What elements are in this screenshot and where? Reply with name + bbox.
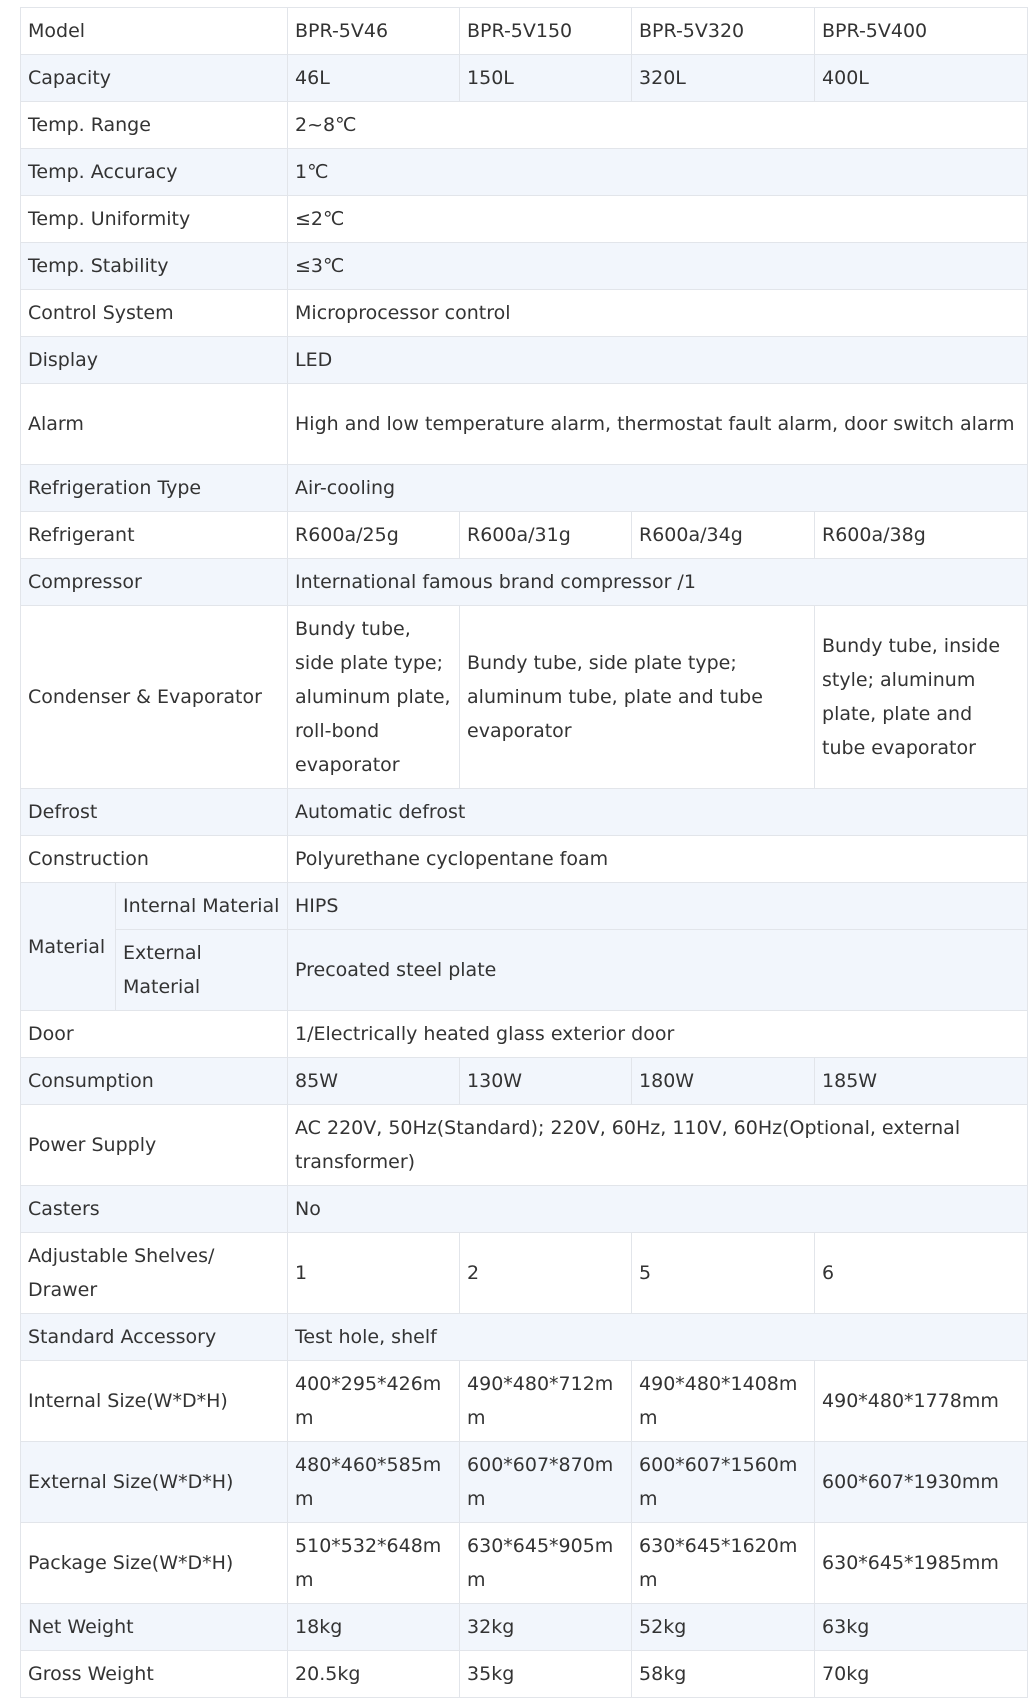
cell-value: ≤3℃ <box>288 243 1028 290</box>
row-label: Material <box>21 883 116 1011</box>
row-label: Refrigeration Type <box>21 465 288 512</box>
row-label: Condenser & Evaporator <box>21 606 288 789</box>
cell-value: 630*645*1985mm <box>815 1523 1028 1604</box>
table-row-model <box>21 8 1028 55</box>
cell-value: 18kg <box>288 1604 460 1651</box>
table-row-compressor <box>21 559 1028 606</box>
table-row-consumption <box>21 1058 1028 1105</box>
table-row-internal-size <box>21 1361 1028 1442</box>
row-label: Internal Size(W*D*H) <box>21 1361 288 1442</box>
table-row-material-external <box>21 930 1028 1011</box>
table-row-defrost <box>21 789 1028 836</box>
row-label: Package Size(W*D*H) <box>21 1523 288 1604</box>
cell-value: High and low temperature alarm, thermostat fault alarm, door switch alarm <box>288 384 1028 465</box>
row-label: Temp. Accuracy <box>21 149 288 196</box>
row-label: Construction <box>21 836 288 883</box>
table-row-temp-range <box>21 102 1028 149</box>
cell-value: AC 220V, 50Hz(Standard); 220V, 60Hz, 110V, 60Hz(Optional, external transformer) <box>288 1105 1028 1186</box>
cell-value: Bundy tube, inside style; aluminum plate, plate and tube evaporator <box>815 606 1028 789</box>
cell-value: 630*645*905mm <box>460 1523 632 1604</box>
row-label: Net Weight <box>21 1604 288 1651</box>
cell-value: Microprocessor control <box>288 290 1028 337</box>
cell-value: Bundy tube, side plate type; aluminum tube, plate and tube evaporator <box>460 606 815 789</box>
cell-value: 52kg <box>632 1604 815 1651</box>
row-label: Adjustable Shelves/ Drawer <box>21 1233 288 1314</box>
cell-value: 1/Electrically heated glass exterior door <box>288 1011 1028 1058</box>
row-label: Standard Accessory <box>21 1314 288 1361</box>
table-row-standard-accessory <box>21 1314 1028 1361</box>
table-row-power-supply <box>21 1105 1028 1186</box>
table-row-door <box>21 1011 1028 1058</box>
row-label: Control System <box>21 290 288 337</box>
cell-value: Precoated steel plate <box>288 930 1028 1011</box>
table-row-shelves <box>21 1233 1028 1314</box>
cell-value: R600a/25g <box>288 512 460 559</box>
table-row-display <box>21 337 1028 384</box>
cell-value: Test hole, shelf <box>288 1314 1028 1361</box>
row-label: Casters <box>21 1186 288 1233</box>
table-row-alarm <box>21 384 1028 465</box>
table-row-gross-weight <box>21 1651 1028 1698</box>
table-row-control-system <box>21 290 1028 337</box>
table-row-external-size <box>21 1442 1028 1523</box>
cell-value: 6 <box>815 1233 1028 1314</box>
table-row-temp-stability <box>21 243 1028 290</box>
header-cell-model-4: BPR-5V400 <box>815 8 1028 55</box>
cell-value: 5 <box>632 1233 815 1314</box>
row-label: Defrost <box>21 789 288 836</box>
cell-value: 600*607*870mm <box>460 1442 632 1523</box>
cell-value: 150L <box>460 55 632 102</box>
cell-value: Automatic defrost <box>288 789 1028 836</box>
header-cell-model-2: BPR-5V150 <box>460 8 632 55</box>
cell-value: 180W <box>632 1058 815 1105</box>
cell-value: 20.5kg <box>288 1651 460 1698</box>
cell-value: International famous brand compressor /1 <box>288 559 1028 606</box>
cell-value: 600*607*1560mm <box>632 1442 815 1523</box>
cell-value: 58kg <box>632 1651 815 1698</box>
row-label: Power Supply <box>21 1105 288 1186</box>
cell-value: 130W <box>460 1058 632 1105</box>
header-cell-model: Model <box>21 8 288 55</box>
cell-value: 400*295*426mm <box>288 1361 460 1442</box>
cell-value: Polyurethane cyclopentane foam <box>288 836 1028 883</box>
cell-value: 85W <box>288 1058 460 1105</box>
table-row-package-size <box>21 1523 1028 1604</box>
spec-table <box>20 7 1028 1698</box>
table-row-construction <box>21 836 1028 883</box>
cell-value: 480*460*585mm <box>288 1442 460 1523</box>
cell-value: R600a/34g <box>632 512 815 559</box>
cell-value: 320L <box>632 55 815 102</box>
cell-value: 1℃ <box>288 149 1028 196</box>
row-label: Gross Weight <box>21 1651 288 1698</box>
cell-value: 35kg <box>460 1651 632 1698</box>
cell-value: 63kg <box>815 1604 1028 1651</box>
cell-value: 70kg <box>815 1651 1028 1698</box>
row-label: Door <box>21 1011 288 1058</box>
row-label: Consumption <box>21 1058 288 1105</box>
cell-value: 490*480*1408mm <box>632 1361 815 1442</box>
cell-value: 400L <box>815 55 1028 102</box>
cell-value: 510*532*648mm <box>288 1523 460 1604</box>
cell-value: R600a/31g <box>460 512 632 559</box>
row-label: Refrigerant <box>21 512 288 559</box>
table-row-material-internal <box>21 883 1028 930</box>
table-row-casters <box>21 1186 1028 1233</box>
cell-value: Bundy tube, side plate type; aluminum plate, roll-bond evaporator <box>288 606 460 789</box>
table-row-refrigeration-type <box>21 465 1028 512</box>
cell-value: ≤2℃ <box>288 196 1028 243</box>
row-label: Display <box>21 337 288 384</box>
table-row-refrigerant <box>21 512 1028 559</box>
sub-row-label: Internal Material <box>116 883 288 930</box>
table-row-net-weight <box>21 1604 1028 1651</box>
cell-value: R600a/38g <box>815 512 1028 559</box>
cell-value: 32kg <box>460 1604 632 1651</box>
header-cell-model-3: BPR-5V320 <box>632 8 815 55</box>
cell-value: 46L <box>288 55 460 102</box>
cell-value: HIPS <box>288 883 1028 930</box>
cell-value: Air-cooling <box>288 465 1028 512</box>
row-label: Temp. Uniformity <box>21 196 288 243</box>
cell-value: 2~8℃ <box>288 102 1028 149</box>
cell-value: 600*607*1930mm <box>815 1442 1028 1523</box>
cell-value: LED <box>288 337 1028 384</box>
cell-value: No <box>288 1186 1028 1233</box>
row-label: Temp. Range <box>21 102 288 149</box>
row-label: Alarm <box>21 384 288 465</box>
row-label: Compressor <box>21 559 288 606</box>
row-label: Temp. Stability <box>21 243 288 290</box>
table-row-temp-uniformity <box>21 196 1028 243</box>
table-row-condenser-evaporator <box>21 606 1028 789</box>
row-label: Capacity <box>21 55 288 102</box>
cell-value: 490*480*712mm <box>460 1361 632 1442</box>
table-row-capacity <box>21 55 1028 102</box>
cell-value: 2 <box>460 1233 632 1314</box>
table-row-temp-accuracy <box>21 149 1028 196</box>
cell-value: 1 <box>288 1233 460 1314</box>
cell-value: 630*645*1620mm <box>632 1523 815 1604</box>
header-cell-model-1: BPR-5V46 <box>288 8 460 55</box>
cell-value: 185W <box>815 1058 1028 1105</box>
sub-row-label: External Material <box>116 930 288 1011</box>
row-label: External Size(W*D*H) <box>21 1442 288 1523</box>
cell-value: 490*480*1778mm <box>815 1361 1028 1442</box>
